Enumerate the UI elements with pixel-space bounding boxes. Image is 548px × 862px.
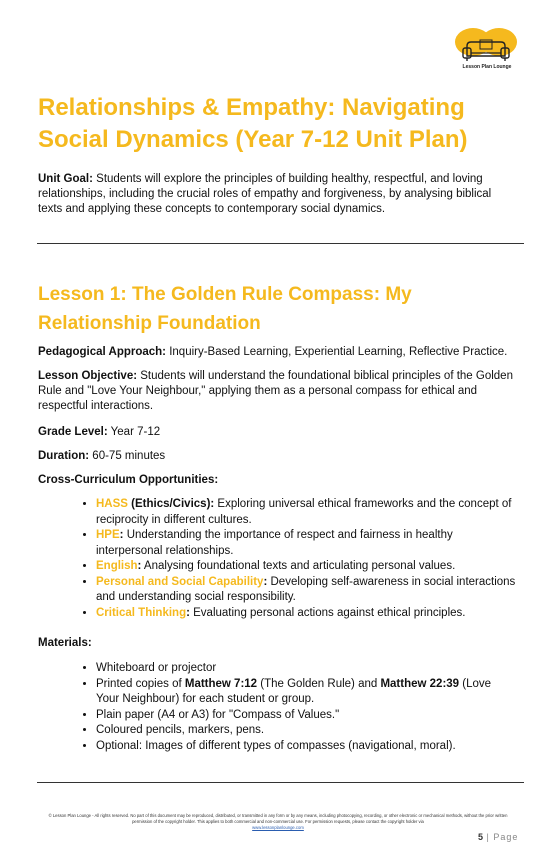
unit-goal-label: Unit Goal: [38, 173, 93, 185]
subject-key: Critical Thinking [96, 606, 187, 619]
materials-list [78, 661, 516, 754]
unit-goal-text: Students will explore the principles of building healthy, respectful, and loving relationships, including the crucial roles of empathy and forgiveness, by analysing biblical texts and applying these concepts to contemporary social dynamics. [38, 173, 492, 215]
document-title: Relationships & Empathy: Navigating Social Dynamics (Year 7-12 Unit Plan) [38, 94, 468, 153]
approach-text: Inquiry-Based Learning, Experiential Learning, Reflective Practice. [166, 346, 508, 358]
grade-label: Grade Level: [38, 426, 108, 438]
approach-label: Pedagogical Approach: [38, 346, 167, 358]
subject-key: HPE [96, 529, 120, 541]
grade-text: Year 7-12 [107, 426, 161, 438]
objective-text: Students will understand the foundational biblical principles of the Golden Rule and "Love Your Neighbour," applying them as a personal compass for ethical and respectful interactions. [38, 370, 513, 412]
list-item [96, 528, 516, 559]
page-number-value: 5 [478, 832, 484, 842]
subject-suffix: : [186, 606, 190, 619]
subject-suffix: : [137, 560, 142, 572]
scripture-ref: Matthew 22:39 [380, 677, 460, 690]
subject-text: Understanding the importance of respect and fairness in healthy interpersonal relationships. [96, 529, 453, 557]
pedagogical-approach [38, 345, 523, 360]
subject-text: Developing self-awareness in social interactions and understanding social responsibility. [96, 575, 516, 603]
list-item [96, 606, 516, 622]
objective-label: Lesson Objective: [38, 370, 138, 382]
logo-text: Lesson Plan Lounge [462, 64, 512, 70]
scripture-ref: Matthew 7:12 [184, 677, 258, 690]
page-number [478, 832, 518, 842]
materials-text: Printed copies of [96, 677, 185, 690]
list-item: • Coloured pencils, markers, pens. [96, 723, 516, 739]
duration-text: 60-75 minutes [89, 450, 166, 462]
list-item: • Optional: Images of different types of compasses (navigational, moral). [96, 739, 516, 755]
list-item [96, 677, 516, 708]
subject-suffix: : [263, 575, 268, 588]
subject-key: Personal and Social Capability [96, 575, 264, 588]
list-item [96, 575, 516, 606]
materials-text: (Love Your Neighbour) for each student or group. [96, 677, 492, 705]
duration-label: Duration: [38, 450, 90, 462]
copyright-text: © Lesson Plan Lounge - All rights reserved. No part of this document may be reproduced, distributed, or transmitted in any form or by any means, including photocopying, recording, or other electronic or mechanical methods, without the prior written permission of the copyright holder. This applies to both commercial and non-commercial use. For permission requests, please contact the copyright holder via [48, 813, 508, 824]
materials-text: (The Golden Rule) and [257, 677, 381, 690]
cross-curriculum-list [78, 497, 516, 621]
section-divider [37, 243, 524, 244]
list-item [96, 559, 516, 575]
list-item [96, 497, 516, 528]
lesson-objective [38, 369, 523, 414]
footer-divider [37, 782, 524, 783]
materials-heading: Materials: [38, 637, 92, 649]
list-item: • Plain paper (A4 or A3) for "Compass of Values." [96, 708, 516, 724]
copyright-footer [38, 813, 518, 831]
subject-key: HASS [96, 498, 128, 510]
duration [38, 449, 523, 464]
subject-text: Analysing foundational texts and articulating personal values. [141, 560, 456, 572]
page-separator: | [483, 832, 494, 842]
lesson-title: Lesson 1: The Golden Rule Compass: My Relationship Foundation [38, 284, 412, 334]
list-item: • Whiteboard or projector [96, 661, 516, 677]
subject-suffix: : [119, 529, 124, 541]
page-label: Page [493, 832, 519, 842]
cross-curriculum-heading: Cross-Curriculum Opportunities: [38, 474, 219, 486]
subject-text: Exploring universal ethical frameworks and the concept of reciprocity in different cultures. [96, 498, 512, 526]
website-link[interactable]: www.lessonplanlounge.com [252, 825, 304, 830]
subject-text: Evaluating personal actions against ethical principles. [189, 606, 466, 619]
subject-key: English [96, 560, 138, 572]
unit-goal [38, 172, 518, 217]
grade-level [38, 425, 523, 440]
subject-suffix: (Ethics/Civics): [127, 498, 215, 510]
